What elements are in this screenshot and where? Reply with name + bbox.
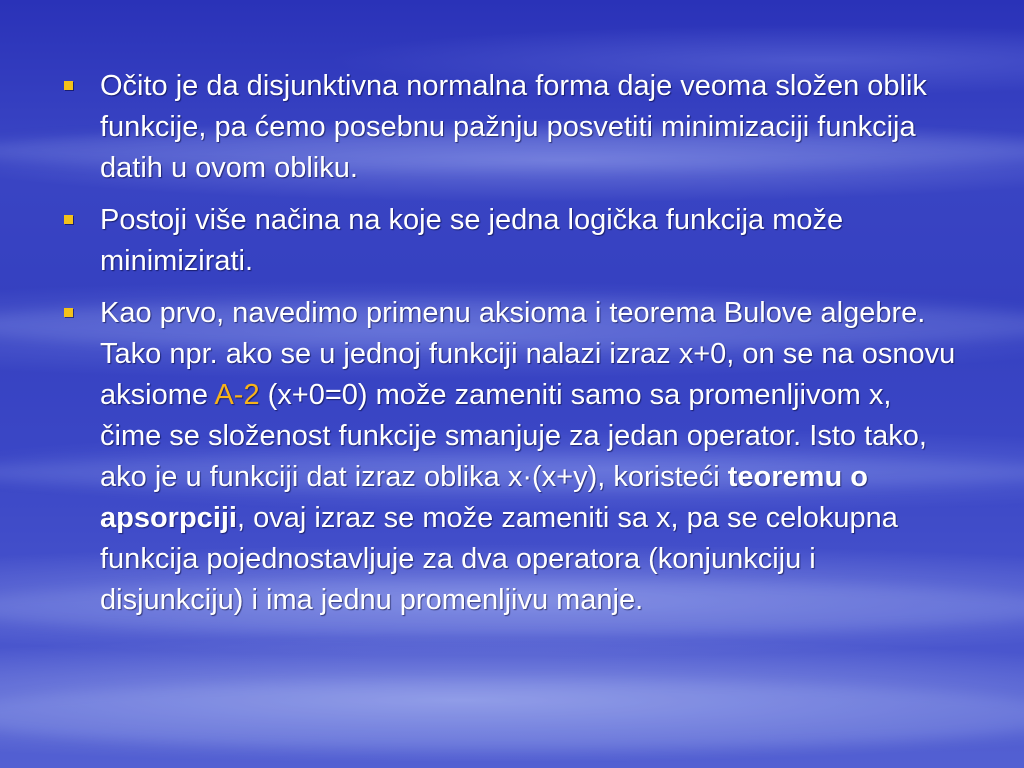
bullet-text: Postoji više načina na koje se jedna logička funkcija može minimizirati. <box>100 204 844 277</box>
bullet-text: Očito je da disjunktivna normalna forma daje veoma složen oblik funkcije, pa ćemo posebnu pažnju posvetiti minimizaciji funkcija datih u ovom obliku. <box>100 70 927 184</box>
bullet-item <box>58 66 958 189</box>
bullet-text-part: , ovaj izraz se može zameniti sa x, pa se celokupna funkcija pojednostavljuje za dva operatora (konjunkciju i disjunkciju) i ima jednu promenljivu manje. <box>100 502 898 616</box>
bullet-item <box>58 293 958 621</box>
bullet-text-part: Kao prvo, navedimo primenu aksioma i teorema Bulove algebre. Tako npr. ako se u jednoj funkciji nalazi izraz x+0, on se na osnovu aksiome <box>100 297 956 411</box>
bullet-text-part: (x+0=0) može zameniti samo sa promenljivom x, čime se složenost funkcije smanjuje za jedan operator. Isto tako, ako je u funkciji dat izraz oblika x·(x+y), koristeći <box>100 379 927 493</box>
square-bullet-icon <box>64 308 73 317</box>
bullet-list <box>58 66 958 632</box>
axiom-reference: A-2 <box>214 379 260 411</box>
background-cloud-streak <box>0 680 1024 750</box>
square-bullet-icon <box>64 81 73 90</box>
bullet-item <box>58 200 958 282</box>
square-bullet-icon <box>64 215 73 224</box>
theorem-name: teoremu o apsorpciji <box>100 461 868 534</box>
